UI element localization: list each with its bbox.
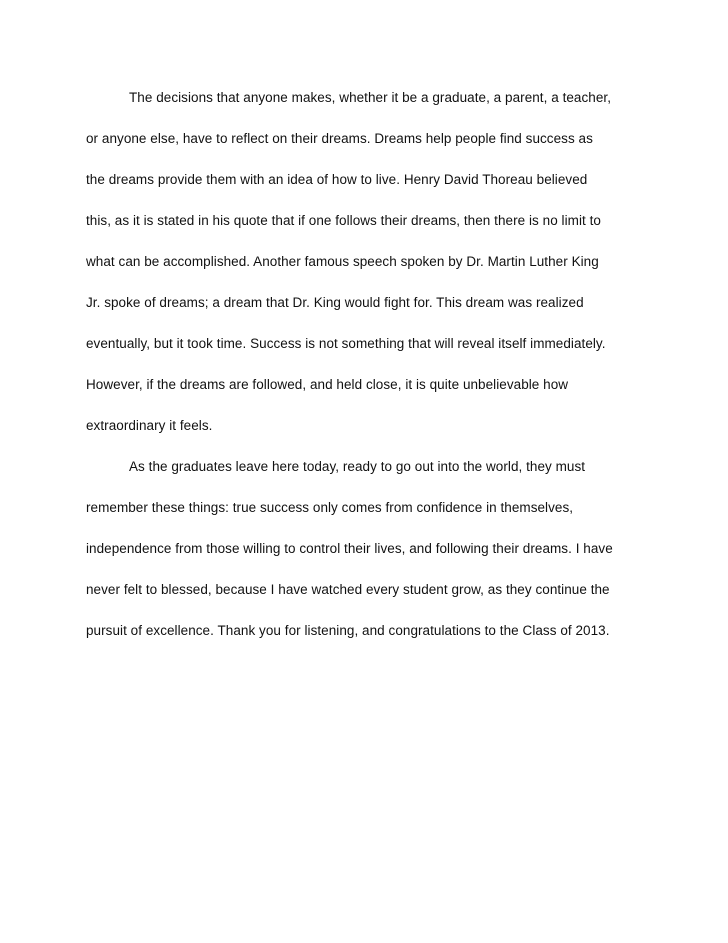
text-line: eventually, but it took time. Success is not something that will reveal itself immediately.	[86, 336, 606, 351]
text-line: However, if the dreams are followed, and held close, it is quite unbelievable how	[86, 377, 569, 392]
text-line: never felt to blessed, because I have watched every student grow, as they continue the	[86, 582, 610, 597]
text-line: the dreams provide them with an idea of how to live. Henry David Thoreau believed	[86, 172, 588, 187]
text-line: The decisions that anyone makes, whether it be a graduate, a parent, a teacher,	[129, 90, 611, 105]
text-line: what can be accomplished. Another famous speech spoken by Dr. Martin Luther King	[86, 254, 599, 269]
text-line: remember these things: true success only comes from confidence in themselves,	[86, 500, 574, 515]
text-line: As the graduates leave here today, ready to go out into the world, they must	[129, 459, 586, 474]
text-line: or anyone else, have to reflect on their dreams. Dreams help people find success as	[86, 131, 593, 146]
text-line: extraordinary it feels.	[86, 418, 213, 433]
text-line: independence from those willing to control their lives, and following their dreams. I have	[86, 541, 613, 556]
text-line: this, as it is stated in his quote that if one follows their dreams, then there is no limit to	[86, 213, 601, 228]
text-line: pursuit of excellence. Thank you for listening, and congratulations to the Class of 2013.	[86, 623, 610, 638]
text-line: Jr. spoke of dreams; a dream that Dr. King would fight for. This dream was realized	[86, 295, 584, 310]
